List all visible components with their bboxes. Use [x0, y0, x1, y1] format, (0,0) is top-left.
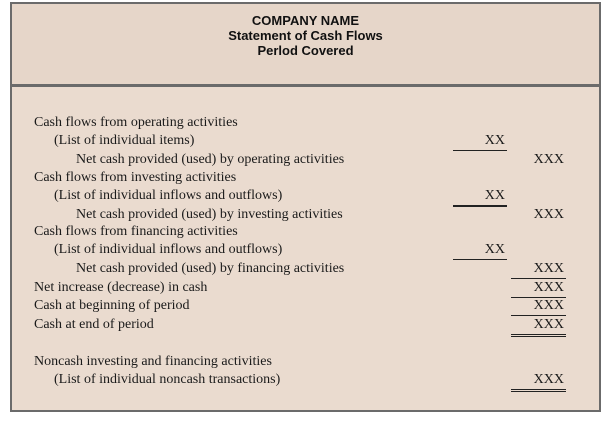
statement-row — [12, 132, 599, 150]
detail-amount: XX — [453, 241, 507, 260]
statement-row — [12, 353, 599, 371]
total-amount: XXX — [511, 297, 566, 316]
statement-row — [12, 187, 599, 205]
total-amount: XXX — [533, 207, 564, 222]
statement-row — [12, 279, 599, 297]
total-amount: XXX — [511, 371, 566, 392]
statement-body — [12, 87, 599, 410]
statement-row — [12, 223, 599, 241]
row-label: Cash at beginning of period — [34, 298, 190, 313]
total-amount: XXX — [511, 279, 566, 298]
total-amount: XXX — [511, 316, 566, 337]
row-label: Net cash provided (used) by financing activities — [76, 261, 345, 276]
row-label: Net cash provided (used) by operating activities — [76, 152, 345, 167]
row-label: Cash flows from operating activities — [34, 115, 238, 130]
statement-row — [12, 297, 599, 315]
cash-flow-statement — [10, 2, 601, 412]
statement-row — [12, 206, 599, 224]
row-label: (List of individual noncash transactions) — [54, 372, 281, 387]
row-label: Cash flows from investing activities — [34, 170, 237, 185]
row-label: Cash at end of period — [34, 317, 154, 332]
row-label: (List of individual inflows and outflows) — [54, 188, 283, 203]
total-amount: XXX — [511, 260, 566, 279]
statement-header — [12, 4, 599, 87]
statement-row — [12, 371, 599, 389]
statement-row — [12, 169, 599, 187]
statement-row — [12, 151, 599, 169]
statement-row — [12, 114, 599, 132]
statement-row — [12, 316, 599, 334]
row-label: (List of individual items) — [54, 133, 195, 148]
row-label: Cash flows from financing activities — [34, 224, 238, 239]
total-amount: XXX — [533, 152, 564, 167]
row-label: Net cash provided (used) by investing activities — [76, 207, 343, 222]
detail-amount: XX — [453, 132, 507, 151]
period-covered: Perlod Covered — [257, 43, 354, 58]
statement-row — [12, 241, 599, 259]
detail-amount: XX — [453, 187, 507, 207]
company-name: COMPANY NAME — [251, 13, 360, 28]
row-label: (List of individual inflows and outflows) — [54, 242, 283, 257]
statement-row — [12, 260, 599, 278]
row-label: Noncash investing and financing activities — [34, 354, 272, 369]
row-label: Net increase (decrease) in cash — [34, 280, 208, 295]
statement-title: Statement of Cash Flows — [228, 28, 383, 43]
